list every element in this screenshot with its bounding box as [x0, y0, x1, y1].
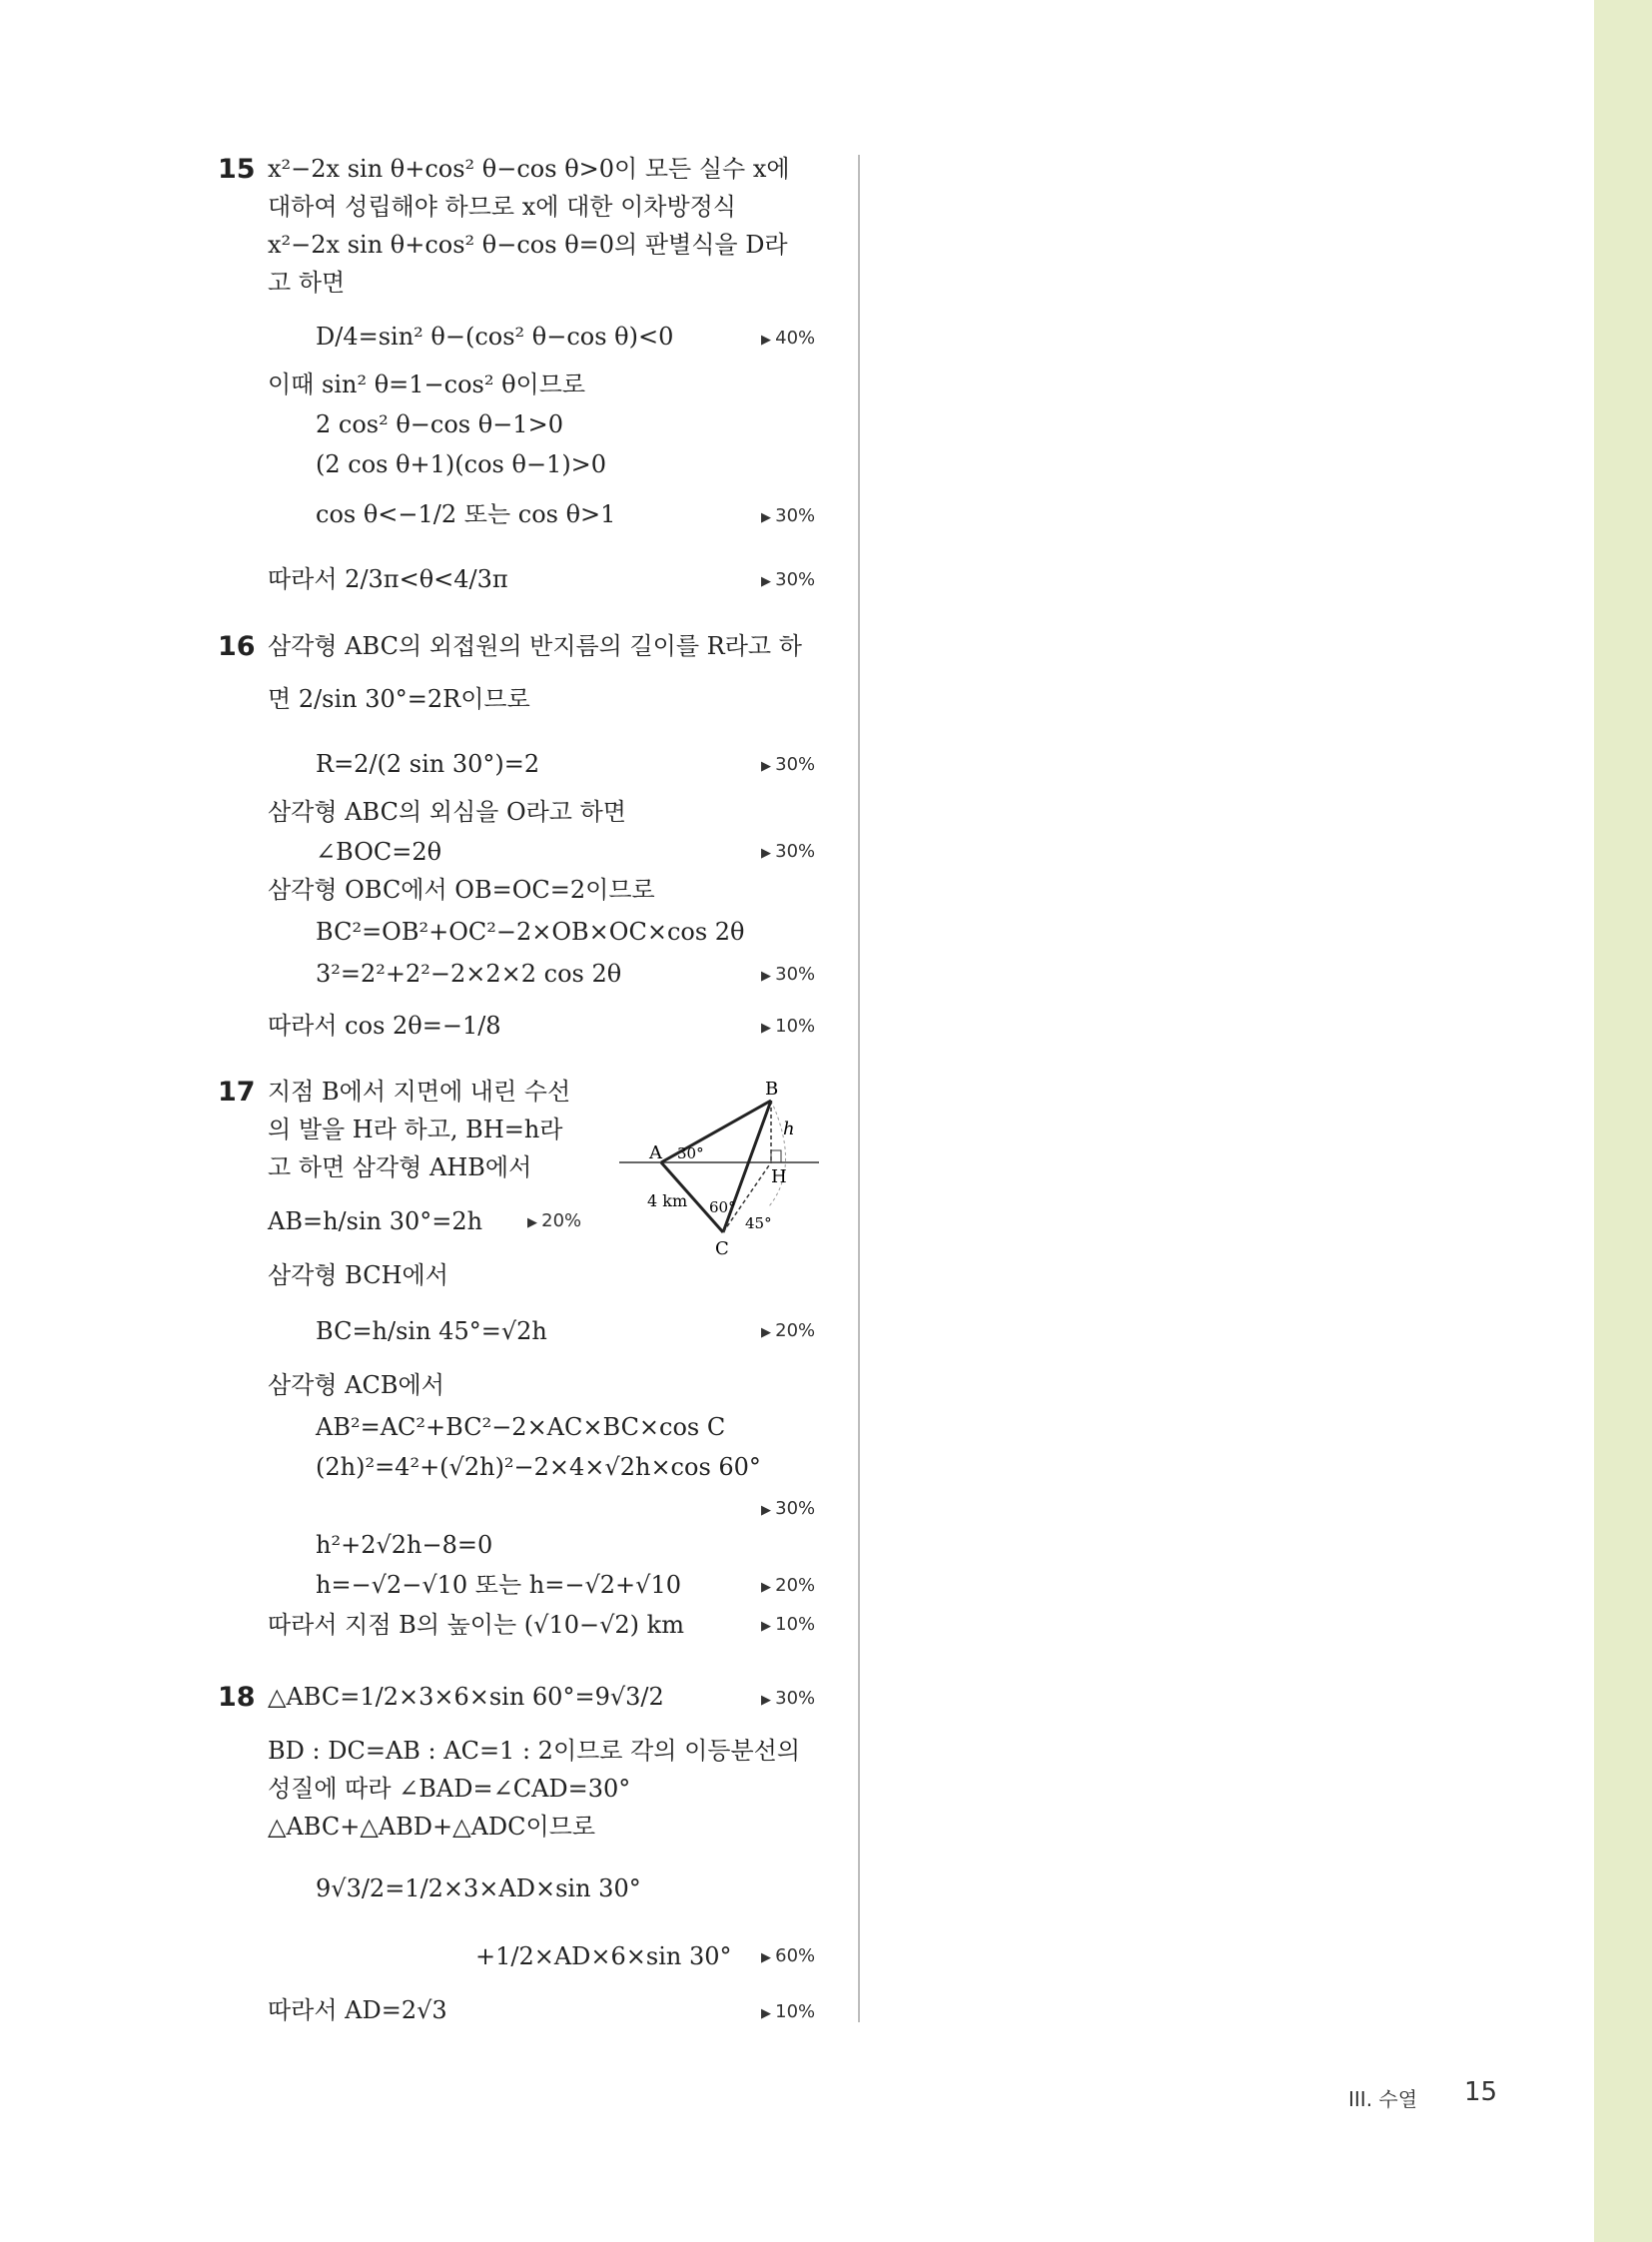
solution-line: 삼각형 OBC에서 OB=OC=2이므로: [268, 876, 655, 904]
score-badge: ▶ 30%: [761, 841, 815, 862]
solution-line: 따라서 지점 B의 높이는 (√10−√2) km: [268, 1611, 684, 1639]
score-badge: ▶ 30%: [761, 754, 815, 775]
solution-line: 지점 B에서 지면에 내린 수선: [268, 1078, 571, 1106]
score-badge: ▶ 30%: [761, 1498, 815, 1519]
side-strip: [1594, 0, 1652, 2242]
solution-line: 이때 sin² θ=1−cos² θ이므로: [268, 371, 586, 398]
solution-line: x²−2x sin θ+cos² θ−cos θ=0의 판별식을 D라: [268, 231, 788, 259]
solution-line: 고 하면: [268, 269, 346, 297]
score-badge: ▶ 40%: [761, 328, 815, 349]
score-badge: ▶ 20%: [761, 1320, 815, 1341]
score-badge: ▶ 20%: [527, 1210, 581, 1231]
solution-line: AB²=AC²+BC²−2×AC×BC×cos C: [316, 1413, 726, 1441]
solution-line: 따라서 AD=2√3: [268, 1996, 447, 2024]
solution-line: 삼각형 ABC의 외심을 O라고 하면: [268, 798, 626, 826]
solution-line: 삼각형 BCH에서: [268, 1261, 448, 1289]
solution-line: 삼각형 ACB에서: [268, 1371, 444, 1399]
solution-line: △ABC+△ABD+△ADC이므로: [268, 1813, 596, 1841]
label-A: A: [649, 1142, 662, 1163]
problem-number-15: 15: [218, 154, 256, 185]
score-badge: ▶ 30%: [761, 569, 815, 590]
solution-line: ∠BOC=2θ: [316, 838, 442, 866]
score-badge: ▶ 30%: [761, 505, 815, 526]
solution-line: (2 cos θ+1)(cos θ−1)>0: [316, 450, 607, 478]
right-angle-mark: [771, 1150, 781, 1162]
solution-line: 따라서 2/3π<θ<4/3π: [268, 565, 508, 593]
score-badge: ▶ 10%: [761, 2001, 815, 2022]
page-number: 15: [1464, 2077, 1498, 2107]
solution-line: D/4=sin² θ−(cos² θ−cos θ)<0: [316, 323, 674, 351]
solution-line: AB=h/sin 30°=2h: [268, 1207, 483, 1235]
label-H: H: [771, 1166, 787, 1187]
solution-line: BC=h/sin 45°=√2h: [316, 1317, 547, 1345]
solution-line: BD : DC=AB : AC=1 : 2이므로 각의 이등분선의: [268, 1737, 801, 1765]
angle-45: 45°: [745, 1214, 772, 1232]
solution-line: 성질에 따라 ∠BAD=∠CAD=30°: [268, 1775, 631, 1803]
column-divider: [858, 155, 860, 2022]
solution-line: 9√3/2=1/2×3×AD×sin 30°: [316, 1874, 641, 1902]
solution-line: 삼각형 ABC의 외접원의 반지름의 길이를 R라고 하: [268, 632, 802, 660]
solution-line: 따라서 cos 2θ=−1/8: [268, 1012, 501, 1040]
solution-line: 2 cos² θ−cos θ−1>0: [316, 410, 563, 438]
solution-line: h²+2√2h−8=0: [316, 1531, 493, 1559]
score-badge: ▶ 10%: [761, 1614, 815, 1635]
label-h: h: [783, 1119, 795, 1139]
solution-line: △ABC=1/2×3×6×sin 60°=9√3/2: [268, 1683, 664, 1711]
solution-line: (2h)²=4²+(√2h)²−2×4×√2h×cos 60°: [316, 1453, 761, 1481]
score-badge: ▶ 30%: [761, 964, 815, 985]
label-C: C: [715, 1238, 729, 1259]
solution-line: R=2/(2 sin 30°)=2: [316, 750, 540, 778]
solution-line: BC²=OB²+OC²−2×OB×OC×cos 2θ: [316, 918, 745, 946]
solution-line: +1/2×AD×6×sin 30°: [475, 1942, 732, 1970]
score-badge: ▶ 30%: [761, 1688, 815, 1709]
solution-line: 면 2/sin 30°=2R이므로: [268, 685, 530, 713]
score-badge: ▶ 10%: [761, 1016, 815, 1037]
problem-number-16: 16: [218, 631, 256, 662]
problem-number-18: 18: [218, 1682, 256, 1713]
label-B: B: [765, 1079, 779, 1100]
score-badge: ▶ 20%: [761, 1575, 815, 1596]
solution-line: h=−√2−√10 또는 h=−√2+√10: [316, 1571, 681, 1599]
solution-line: 대하여 성립해야 하므로 x에 대한 이차방정식: [268, 193, 736, 221]
footer-section-label: III. 수열: [1348, 2087, 1418, 2111]
problem-number-17: 17: [218, 1077, 256, 1108]
angle-60: 60°: [709, 1198, 736, 1216]
solution-line: cos θ<−1/2 또는 cos θ>1: [316, 500, 616, 528]
score-badge: ▶ 60%: [761, 1945, 815, 1966]
distance-label: 4 km: [647, 1191, 688, 1210]
solution-line: 의 발을 H라 하고, BH=h라: [268, 1116, 563, 1143]
solution-line: 고 하면 삼각형 AHB에서: [268, 1153, 532, 1181]
solution-line: x²−2x sin θ+cos² θ−cos θ>0이 모든 실수 x에: [268, 155, 790, 183]
solution-line: 3²=2²+2²−2×2×2 cos 2θ: [316, 960, 622, 988]
angle-30: 30°: [677, 1144, 704, 1162]
triangle-figure: [619, 1077, 829, 1262]
